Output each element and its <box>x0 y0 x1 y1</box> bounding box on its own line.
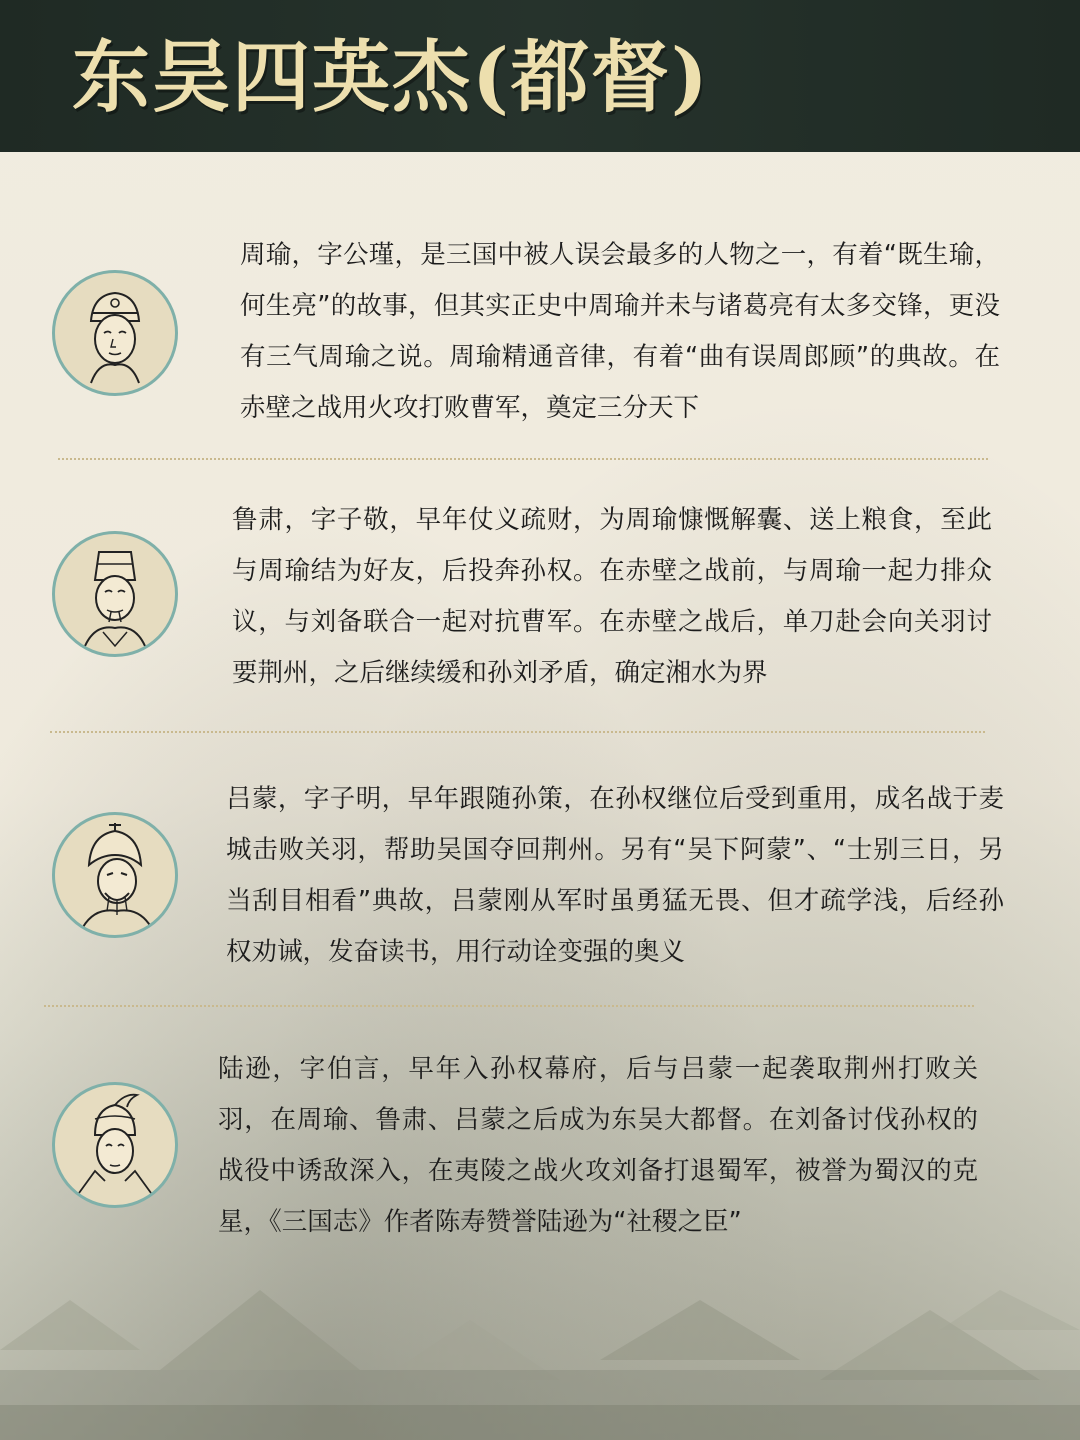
section-divider <box>58 458 988 460</box>
lu-su-portrait-icon <box>52 531 178 657</box>
figure-bio: 鲁肃，字子敬，早年仗义疏财，为周瑜慷慨解囊、送上粮食，至此与周瑜结为好友，后投奔孙权。在赤壁之战前，与周瑜一起力排众议，与刘备联合一起对抗曹军。在赤壁之战后，单刀赴会向关羽讨要荆州，之后继续缓和孙刘矛盾，确定湘水为界 <box>232 505 992 688</box>
figure-bio: 吕蒙，字子明，早年跟随孙策，在孙权继位后受到重用，成名战于麦城击败关羽，帮助吴国夺回荆州。另有“吴下阿蒙”、“士别三日，另当刮目相看”典故，吕蒙刚从军时虽勇猛无畏、但才疏学浅，后经孙权劝诫，发奋读书，用行动诠变强的奥义 <box>226 784 1004 967</box>
page-title: 东吴四英杰(都督) <box>72 32 710 123</box>
zhou-yu-portrait-icon <box>52 270 178 396</box>
ancient-village-background-illustration <box>0 1180 1080 1440</box>
figure-bio: 周瑜，字公瑾，是三国中被人误会最多的人物之一，有着“既生瑜，何生亮”的故事，但其实正史中周瑜并未与诸葛亮有太多交锋，更没有三气周瑜之说。周瑜精通音律，有着“曲有误周郎顾”的典故。在赤壁之战用火攻打败曹军，奠定三分天下 <box>240 240 1000 423</box>
figure-bio: 陆逊，字伯言，早年入孙权幕府，后与吕蒙一起袭取荆州打败关羽，在周瑜、鲁肃、吕蒙之后成为东吴大都督。在刘备讨伐孙权的战役中诱敌深入，在夷陵之战火攻刘备打退蜀军，被誉为蜀汉的克星，《三国志》作者陈寿赞誉陆逊为“社稷之臣” <box>218 1054 978 1237</box>
header-banner <box>0 0 1080 152</box>
section-divider <box>50 731 985 733</box>
section-divider <box>44 1005 974 1007</box>
lu-meng-portrait-icon <box>52 812 178 938</box>
